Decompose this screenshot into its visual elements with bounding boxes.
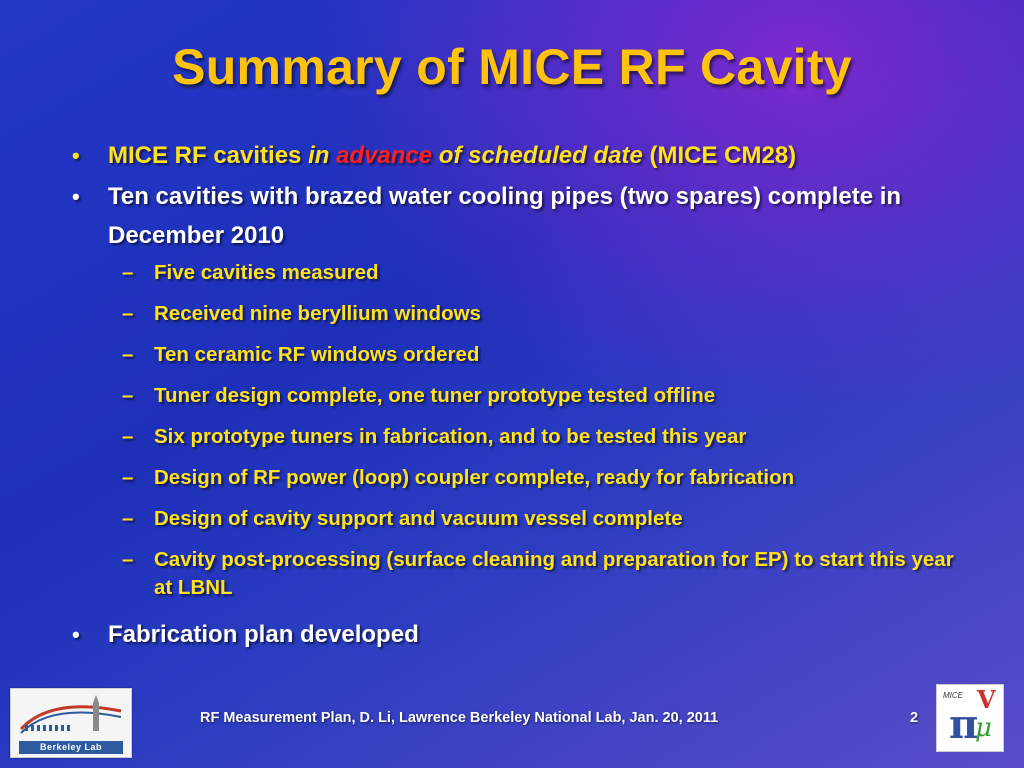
bullet-text-italic: of scheduled date <box>432 142 643 169</box>
berkeley-lab-label: Berkeley Lab <box>19 741 123 754</box>
pi-glyph-icon: π <box>949 701 979 748</box>
sub-item <box>68 341 968 369</box>
dash-mark: – <box>122 507 134 530</box>
slide-content <box>68 136 968 656</box>
sub-item <box>68 382 968 410</box>
mice-logo <box>936 684 1004 752</box>
bullet-text: (MICE CM28) <box>642 142 797 169</box>
dash-mark: – <box>122 302 134 325</box>
sub-item <box>68 505 968 533</box>
dash-mark: – <box>122 466 134 489</box>
dash-mark: – <box>122 343 134 366</box>
sub-item-text: Design of RF power (loop) coupler complete, ready for fabrication <box>154 466 795 489</box>
slide-title: Summary of MICE RF Cavity <box>172 39 852 95</box>
sub-item-text: Five cavities measured <box>154 261 379 284</box>
sub-item-text: Ten ceramic RF windows ordered <box>154 343 480 366</box>
sub-item-text: Six prototype tuners in fabrication, and to be tested this year <box>154 425 747 448</box>
bullet-text-emphasis: advance <box>336 142 433 169</box>
sub-item <box>68 300 968 328</box>
bullet-mark: • <box>72 143 80 168</box>
bullet-text-italic: in <box>308 142 337 169</box>
sub-item-text: Cavity post-processing (surface cleaning and preparation for EP) to start this year at LBNL <box>154 548 954 599</box>
dash-mark: – <box>122 548 134 571</box>
sub-item <box>68 546 968 602</box>
sub-item <box>68 259 968 287</box>
bullet-text: Ten cavities with brazed water cooling pipes (two spares) complete in December 2010 <box>108 183 902 249</box>
berkeley-lab-logo <box>10 688 132 758</box>
sub-item <box>68 464 968 492</box>
bullet-mark: • <box>72 184 80 209</box>
bullet-item <box>68 136 968 175</box>
bullet-mark: • <box>72 622 80 647</box>
bullet-item <box>68 177 968 255</box>
dash-mark: – <box>122 261 134 284</box>
sub-item-text: Design of cavity support and vacuum vessel complete <box>154 507 683 530</box>
berkeley-lab-emblem-icon <box>11 689 131 741</box>
footer-text: RF Measurement Plan, D. Li, Lawrence Berkeley National Lab, Jan. 20, 2011 <box>200 710 719 726</box>
mice-logo-label: MICE <box>943 691 963 700</box>
mu-glyph-icon: μ <box>975 713 992 743</box>
sub-item <box>68 423 968 451</box>
sub-item-text: Tuner design complete, one tuner prototype tested offline <box>154 384 716 407</box>
bullet-text: Fabrication plan developed <box>108 621 419 648</box>
sub-list <box>68 259 968 602</box>
sub-item-text: Received nine beryllium windows <box>154 302 481 325</box>
dash-mark: – <box>122 425 134 448</box>
bullet-text: MICE RF cavities <box>108 142 309 169</box>
nu-glyph-icon: V <box>977 685 996 714</box>
bullet-item <box>68 615 968 654</box>
page-number: 2 <box>910 710 919 726</box>
dash-mark: – <box>122 384 134 407</box>
